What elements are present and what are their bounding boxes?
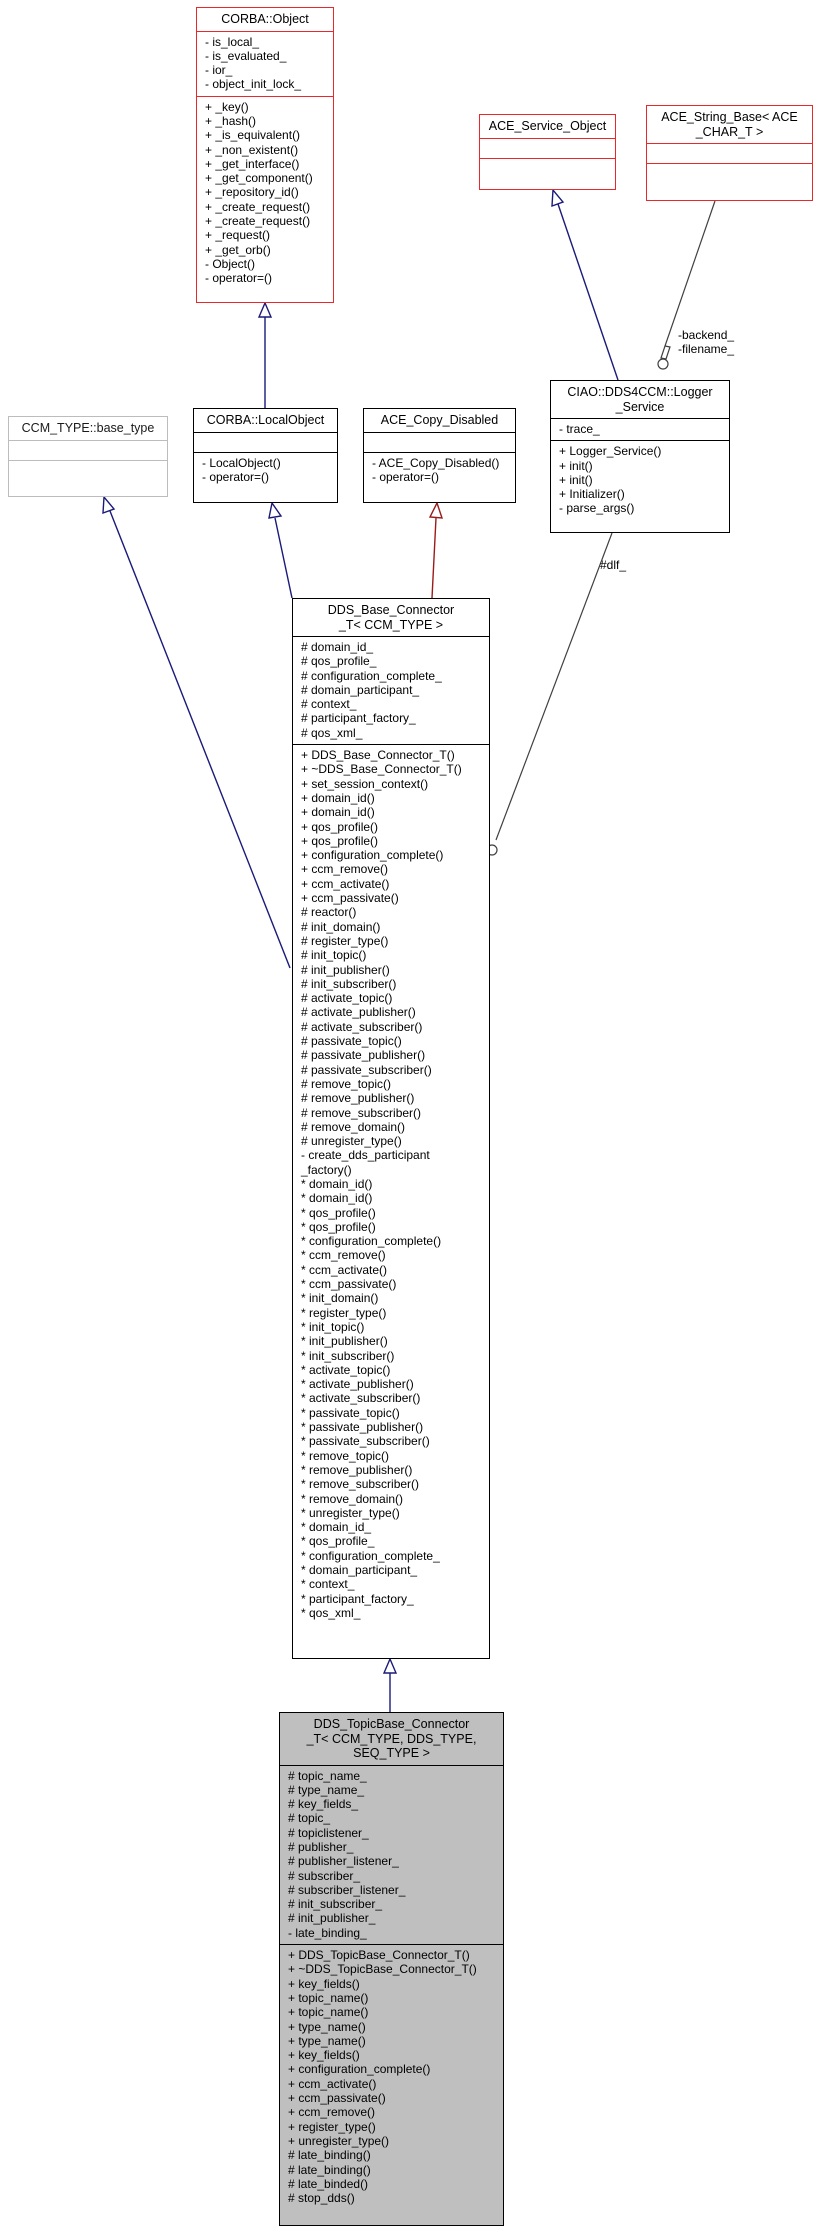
operation-item[interactable]: + _key() bbox=[205, 99, 249, 114]
attribute-item[interactable]: # publisher_ bbox=[288, 1839, 354, 1854]
class-ccm-type-base-type[interactable] bbox=[8, 416, 168, 497]
operation-item[interactable]: * configuration_complete_ bbox=[301, 1548, 440, 1563]
class-title: CCM_TYPE::base_type bbox=[21, 421, 155, 435]
operation-item[interactable]: + domain_id() bbox=[301, 805, 375, 820]
operation-item[interactable]: * init_domain() bbox=[301, 1291, 379, 1306]
class-title: DDS_Base_Connector _T< CCM_TYPE > bbox=[327, 603, 455, 632]
attribute-item[interactable]: # qos_profile_ bbox=[301, 654, 377, 669]
operation-item[interactable]: # init_subscriber() bbox=[301, 976, 397, 991]
operation-item[interactable]: + qos_profile() bbox=[301, 819, 379, 834]
operation-item[interactable]: * qos_xml_ bbox=[301, 1605, 361, 1620]
class-ace-copy-disabled[interactable] bbox=[363, 408, 516, 503]
attribute-item[interactable]: # key_fields_ bbox=[288, 1797, 359, 1812]
operation-item[interactable]: * domain_id() bbox=[301, 1176, 373, 1191]
operation-item[interactable]: + _hash() bbox=[205, 113, 257, 128]
operation-item[interactable]: + DDS_Base_Connector_T() bbox=[301, 748, 455, 763]
operation-item[interactable]: * ccm_remove() bbox=[301, 1248, 386, 1263]
operation-item[interactable]: * init_topic() bbox=[301, 1319, 365, 1334]
operation-item[interactable]: + _non_existent() bbox=[205, 142, 299, 157]
class-ace-service-object[interactable] bbox=[479, 114, 616, 190]
operation-item[interactable]: # init_domain() bbox=[301, 919, 381, 934]
operation-item[interactable]: # late_binding() bbox=[288, 2148, 371, 2163]
operation-item[interactable]: # activate_subscriber() bbox=[301, 1019, 423, 1034]
operation-item[interactable]: + topic_name() bbox=[288, 1990, 369, 2005]
operation-item[interactable]: - operator=() bbox=[205, 271, 273, 286]
attribute-item[interactable]: # topic_name_ bbox=[288, 1768, 367, 1783]
class-attributes-section bbox=[280, 1765, 503, 1945]
operation-item[interactable]: * qos_profile_ bbox=[301, 1534, 375, 1549]
class-operations-section bbox=[194, 452, 337, 489]
edge-topicbase-to-base-connector bbox=[384, 1659, 396, 1712]
operation-item[interactable]: + ~DDS_Base_Connector_T() bbox=[301, 762, 462, 777]
attribute-item[interactable]: # init_subscriber_ bbox=[288, 1897, 383, 1912]
edge-label-backend: -backend_ bbox=[678, 328, 735, 342]
edge-base-connector-to-localobject bbox=[269, 503, 292, 598]
operation-item[interactable]: + qos_profile() bbox=[301, 833, 379, 848]
operation-item[interactable]: # remove_publisher() bbox=[301, 1091, 415, 1106]
operation-item[interactable]: # passivate_subscriber() bbox=[301, 1062, 432, 1077]
class-operations-section bbox=[647, 163, 812, 183]
class-corba-object[interactable] bbox=[196, 7, 334, 303]
operation-item[interactable]: # remove_domain() bbox=[301, 1119, 406, 1134]
class-operations-section bbox=[364, 452, 515, 489]
operation-item[interactable]: + ~DDS_TopicBase_Connector_T() bbox=[288, 1962, 477, 1977]
class-dds-topicbase-connector[interactable] bbox=[279, 1712, 504, 2226]
class-ace-string-base[interactable] bbox=[646, 105, 813, 201]
operation-item[interactable]: # passivate_topic() bbox=[301, 1034, 402, 1049]
attribute-item[interactable]: - late_binding_ bbox=[288, 1925, 367, 1940]
operation-item[interactable]: * passivate_subscriber() bbox=[301, 1434, 430, 1449]
attribute-item[interactable]: - is_local_ bbox=[205, 34, 260, 49]
operation-item[interactable]: + key_fields() bbox=[288, 1976, 360, 1991]
operation-item[interactable]: * domain_id() bbox=[301, 1191, 373, 1206]
operation-item[interactable]: + set_session_context() bbox=[301, 776, 429, 791]
attribute-item[interactable]: # qos_xml_ bbox=[301, 725, 363, 740]
operation-item[interactable]: * register_type() bbox=[301, 1305, 387, 1320]
operation-item[interactable]: * remove_publisher() bbox=[301, 1462, 413, 1477]
edge-label-filename: -filename_ bbox=[678, 342, 735, 356]
operation-item[interactable]: * participant_factory_ bbox=[301, 1591, 414, 1606]
class-attributes-section bbox=[364, 432, 515, 452]
operation-item[interactable]: * qos_profile() bbox=[301, 1219, 376, 1234]
attribute-item[interactable]: - trace_ bbox=[559, 422, 600, 436]
operation-item[interactable]: - parse_args() bbox=[559, 501, 635, 516]
operation-item[interactable]: * ccm_passivate() bbox=[301, 1277, 397, 1292]
operation-item[interactable]: * activate_subscriber() bbox=[301, 1391, 421, 1406]
class-attributes-section bbox=[9, 440, 167, 460]
operation-item[interactable]: + configuration_complete() bbox=[301, 848, 444, 863]
attribute-item[interactable]: # type_name_ bbox=[288, 1782, 365, 1797]
operation-item[interactable]: + key_fields() bbox=[288, 2048, 360, 2063]
operation-item[interactable]: + topic_name() bbox=[288, 2005, 369, 2020]
operation-item[interactable]: * passivate_topic() bbox=[301, 1405, 400, 1420]
operation-item[interactable]: + unregister_type() bbox=[288, 2133, 390, 2148]
attribute-item[interactable]: - object_init_lock_ bbox=[205, 77, 302, 92]
class-operations-section bbox=[480, 158, 615, 178]
class-title: DDS_TopicBase_Connector _T< CCM_TYPE, DDS_TYPE, SEQ_TYPE > bbox=[306, 1717, 477, 1760]
attribute-item[interactable]: # subscriber_ bbox=[288, 1868, 361, 1883]
operation-item[interactable]: - operator=() bbox=[372, 469, 440, 484]
operation-item[interactable]: # reactor() bbox=[301, 905, 357, 920]
operation-item[interactable]: + ccm_remove() bbox=[288, 2105, 376, 2120]
operation-item[interactable]: + ccm_activate() bbox=[301, 876, 390, 891]
class-title: CORBA::LocalObject bbox=[206, 413, 325, 427]
operation-item[interactable]: + type_name() bbox=[288, 2019, 366, 2034]
operation-item[interactable]: + ccm_activate() bbox=[288, 2076, 377, 2091]
attribute-item[interactable]: # domain_id_ bbox=[301, 640, 374, 654]
class-attributes-section bbox=[551, 418, 729, 440]
class-attributes-section bbox=[480, 138, 615, 158]
operation-item[interactable]: * configuration_complete() bbox=[301, 1234, 442, 1249]
operation-item[interactable]: # activate_publisher() bbox=[301, 1005, 416, 1020]
class-attributes-section bbox=[647, 143, 812, 163]
operation-item[interactable]: * context_ bbox=[301, 1577, 355, 1592]
operation-item[interactable]: + _get_orb() bbox=[205, 242, 271, 257]
attribute-item[interactable]: - ior_ bbox=[205, 63, 233, 78]
attribute-item[interactable]: # publisher_listener_ bbox=[288, 1854, 399, 1869]
operation-item[interactable]: # activate_topic() bbox=[301, 991, 393, 1006]
class-operations-section bbox=[197, 96, 333, 290]
operation-item[interactable]: + domain_id() bbox=[301, 790, 375, 805]
operation-item[interactable]: # late_binding() bbox=[288, 2162, 371, 2177]
operation-item[interactable]: * domain_id_ bbox=[301, 1520, 372, 1535]
attribute-item[interactable]: # topiclistener_ bbox=[288, 1825, 369, 1840]
operation-item[interactable]: * init_publisher() bbox=[301, 1334, 388, 1349]
operation-item[interactable]: # remove_topic() bbox=[301, 1076, 392, 1091]
class-corba-localobject[interactable] bbox=[193, 408, 338, 503]
operation-item[interactable]: * remove_subscriber() bbox=[301, 1477, 420, 1492]
operation-item[interactable]: # init_publisher() bbox=[301, 962, 390, 977]
operation-item[interactable]: # unregister_type() bbox=[301, 1134, 402, 1149]
operation-item[interactable]: * qos_profile() bbox=[301, 1205, 376, 1220]
attribute-item[interactable]: # configuration_complete_ bbox=[301, 668, 442, 683]
edge-base-connector-to-copy-disabled bbox=[430, 503, 442, 598]
operation-item[interactable]: - operator=() bbox=[202, 469, 270, 484]
class-dds-base-connector[interactable] bbox=[292, 598, 490, 1659]
class-attributes-section bbox=[197, 31, 333, 96]
operation-item[interactable]: + ccm_passivate() bbox=[288, 2091, 386, 2106]
operation-item[interactable]: * remove_domain() bbox=[301, 1491, 404, 1506]
operation-item[interactable]: - Object() bbox=[205, 256, 256, 271]
attribute-item[interactable]: # participant_factory_ bbox=[301, 711, 416, 726]
operation-item[interactable]: * domain_participant_ bbox=[301, 1563, 418, 1577]
operation-item[interactable]: + init() bbox=[559, 472, 593, 487]
operation-item[interactable]: * activate_topic() bbox=[301, 1362, 391, 1377]
operation-item[interactable]: + DDS_TopicBase_Connector_T() bbox=[288, 1948, 470, 1963]
edge-localobject-to-object bbox=[259, 303, 271, 408]
class-title: CORBA::Object bbox=[221, 12, 309, 26]
attribute-item[interactable]: # context_ bbox=[301, 697, 357, 712]
operation-item[interactable]: * passivate_publisher() bbox=[301, 1420, 424, 1435]
class-operations-section bbox=[551, 440, 729, 519]
class-attributes-section bbox=[194, 432, 337, 452]
attribute-item[interactable]: - is_evaluated_ bbox=[205, 48, 287, 63]
edge-base-connector-to-base-type bbox=[103, 497, 290, 968]
operation-item[interactable]: + _create_request() bbox=[205, 199, 311, 214]
operation-item[interactable]: * unregister_type() bbox=[301, 1505, 400, 1520]
operation-item[interactable]: * remove_topic() bbox=[301, 1448, 390, 1463]
operation-item[interactable]: - create_dds_participant _factory() bbox=[301, 1148, 430, 1177]
edge-logger-to-service-object bbox=[552, 190, 618, 380]
class-title: ACE_Service_Object bbox=[488, 119, 607, 133]
class-title: CIAO::DDS4CCM::Logger _Service bbox=[567, 385, 713, 414]
operation-item[interactable]: + _create_request() bbox=[205, 214, 311, 229]
class-attributes-section bbox=[293, 636, 489, 744]
operation-item[interactable]: + _get_component() bbox=[205, 171, 313, 186]
attribute-item[interactable]: # topic_ bbox=[288, 1811, 331, 1826]
edge-label-dlf: #dlf_ bbox=[600, 558, 627, 572]
operation-item[interactable]: # remove_subscriber() bbox=[301, 1105, 422, 1120]
operation-item[interactable]: + register_type() bbox=[288, 2119, 376, 2134]
operation-item[interactable]: + configuration_complete() bbox=[288, 2062, 431, 2077]
operation-item[interactable]: * init_subscriber() bbox=[301, 1348, 395, 1363]
operation-item[interactable]: * activate_publisher() bbox=[301, 1377, 414, 1392]
operation-item[interactable]: + _request() bbox=[205, 228, 271, 243]
operation-item[interactable]: + _repository_id() bbox=[205, 185, 299, 200]
operation-item[interactable]: + Initializer() bbox=[559, 487, 625, 502]
operation-item[interactable]: + type_name() bbox=[288, 2033, 366, 2048]
operation-item[interactable]: + _is_equivalent() bbox=[205, 128, 301, 143]
operation-item[interactable]: # stop_dds() bbox=[288, 2191, 355, 2206]
class-operations-section bbox=[280, 1944, 503, 2209]
attribute-item[interactable]: # init_publisher_ bbox=[288, 1911, 376, 1926]
attribute-item[interactable]: # domain_participant_ bbox=[301, 682, 420, 697]
operation-item[interactable]: + ccm_passivate() bbox=[301, 891, 399, 906]
edge-base-connector-uses-logger bbox=[487, 533, 612, 855]
class-title: ACE_String_Base< ACE _CHAR_T > bbox=[661, 110, 798, 139]
operation-item[interactable]: - ACE_Copy_Disabled() bbox=[372, 455, 500, 470]
class-title: ACE_Copy_Disabled bbox=[380, 413, 499, 427]
operation-item[interactable]: * ccm_activate() bbox=[301, 1262, 388, 1277]
operation-item[interactable]: + ccm_remove() bbox=[301, 862, 389, 877]
operation-item[interactable]: # init_topic() bbox=[301, 948, 367, 963]
class-operations-section bbox=[293, 744, 489, 1624]
attribute-item[interactable]: # subscriber_listener_ bbox=[288, 1882, 406, 1897]
operation-item[interactable]: + init() bbox=[559, 458, 593, 473]
class-logger-service[interactable] bbox=[550, 380, 730, 533]
operation-item[interactable]: + _get_interface() bbox=[205, 156, 300, 171]
operation-item[interactable]: - LocalObject() bbox=[202, 455, 281, 470]
operation-item[interactable]: + Logger_Service() bbox=[559, 444, 662, 459]
operation-item[interactable]: # passivate_publisher() bbox=[301, 1048, 426, 1063]
operation-item[interactable]: # late_binded() bbox=[288, 2176, 369, 2191]
class-operations-section bbox=[9, 460, 167, 480]
operation-item[interactable]: # register_type() bbox=[301, 933, 389, 948]
